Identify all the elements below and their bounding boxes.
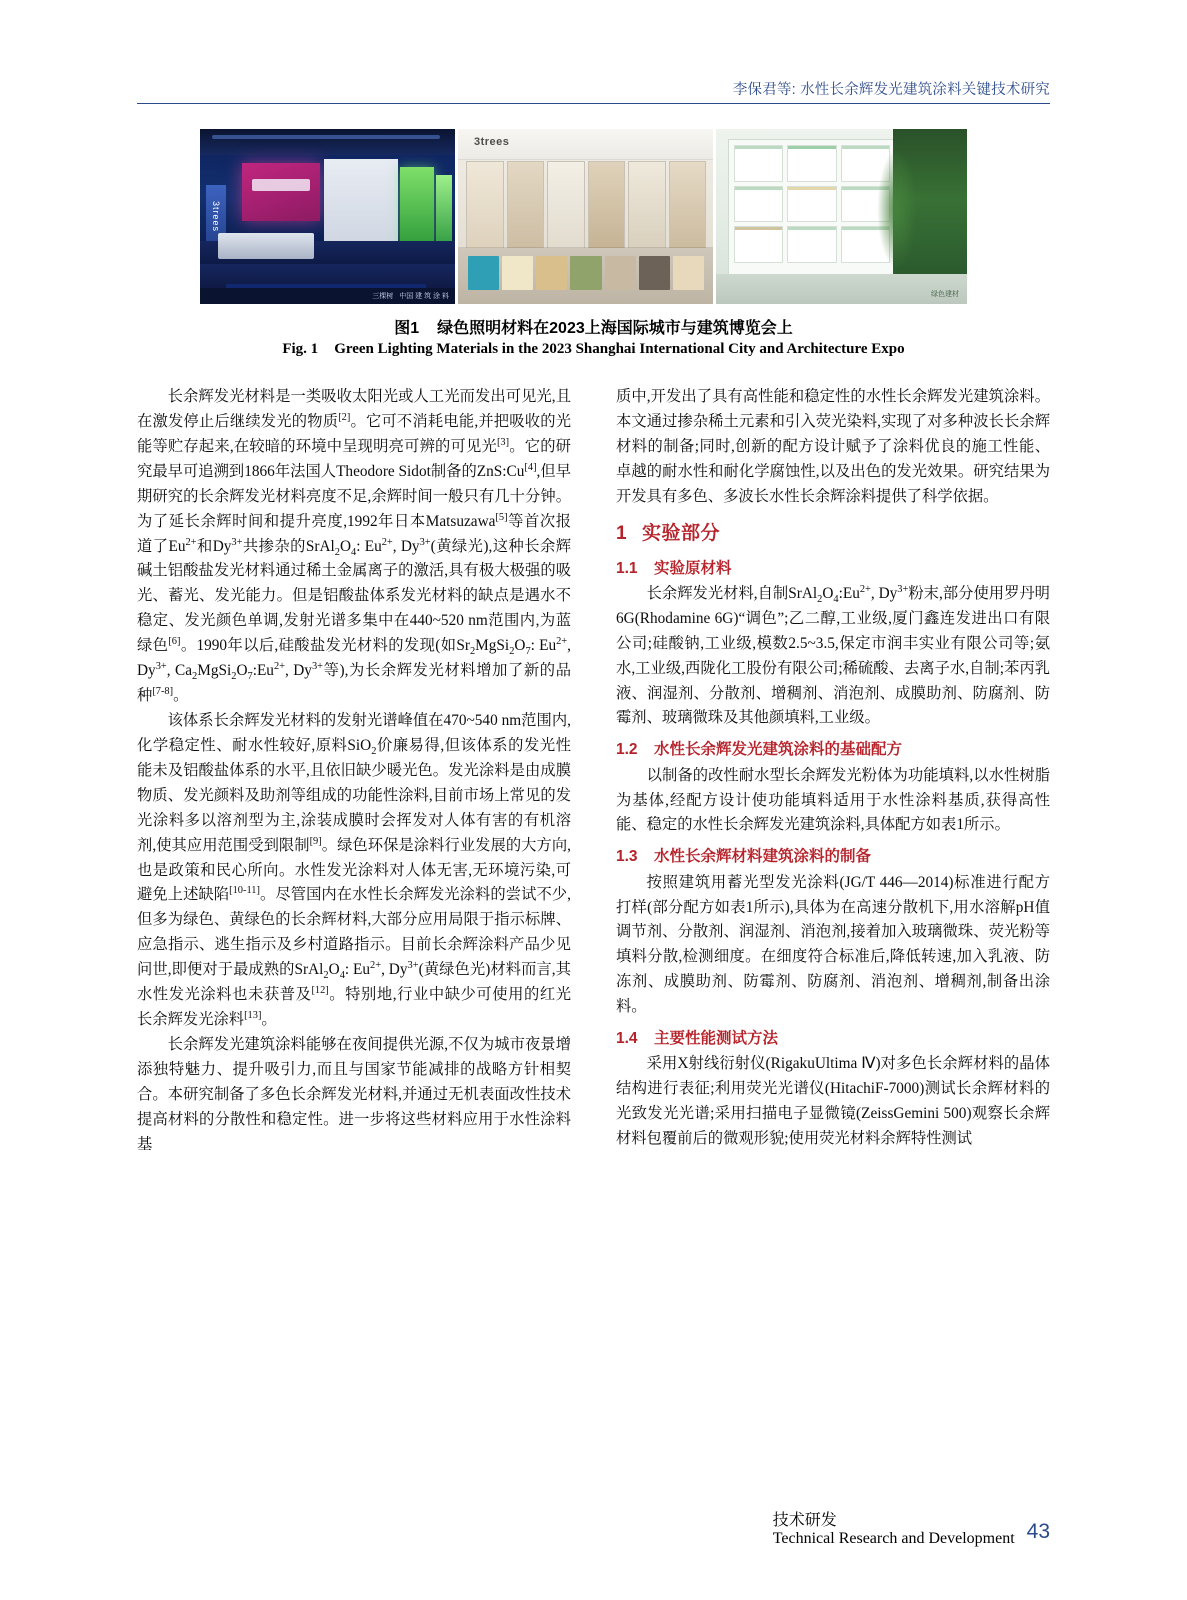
page-number: 43: [1026, 1520, 1050, 1543]
footer-column-title: [773, 1507, 1015, 1548]
section-1-4-number: 1.4: [616, 1030, 638, 1048]
running-header: 李保君等: 水性长余辉发光建筑涂料关键技术研究: [732, 82, 1050, 98]
booth-ceiling: [200, 129, 455, 155]
figure-caption-english: [137, 341, 1050, 358]
door-sample: [669, 161, 707, 249]
paragraph-intro-2: 该体系长余辉发光材料的发射光谱峰值在470~540 nm范围内,化学稳定性、耐水性较好,原料SiO$_2$价廉易得,但该体系的发光性能未及铝酸盐体系的水平,且依旧缺少暖光色。发光涂料是由成膜物质、发光颜料及助剂等组成的功能性涂料,目前市场上常见的发光涂料多以溶剂型为主,涂装成膜时会挥发对人体有害的有机溶剂,使其应用范围受到限制[9]。绿色环保是涂料行业发展的大方向,也是政策和民心所向。水性发光涂料对人体无害,无环境污染,可避免上述缺陷[10-11]。尽管国内在水性长余辉发光涂料的尝试不少,但多为绿色、黄绿色的长余辉材料,大部分应用局限于指示标牌、应急指示、逃生指示及乡村道路指示。目前长余辉涂料产品少见问世,即便对于最成熟的$SrAl_2O_4$: $Eu^{2+}$, $Dy^{3+}$(黄绿色光)材料而言,其水性发光涂料也未获普及[12]。特别地,行业中缺少可使用的红光长余辉发光涂料[13]。: [137, 711, 571, 1029]
color-swatch: [605, 256, 636, 290]
section-heading-1-3: [616, 844, 1050, 869]
figure-caption-en-label: Fig. 1: [282, 341, 319, 357]
poster: [734, 145, 783, 182]
color-swatch: [570, 256, 601, 290]
section-heading-1-2: [616, 737, 1050, 762]
booth-logo: 3trees: [206, 185, 226, 249]
booth-counter: [218, 233, 314, 259]
section-1-2-title: 水性长余辉发光建筑涂料的基础配方: [654, 741, 903, 759]
paragraph-1-1-body: 长余辉发光材料,自制$SrAl_2O_4:Eu^{2+}$, $Dy^{3+}$粉末,部分使用罗丹明6G(Rhodamine 6G)“调色”;乙二醇,工业级,厦门鑫连发进出口有限公司;硅酸钠,工业级,模数2.5~3.5,保定市润丰实业有限公司等;氨水,工业级,西陇化工股份有限公司;稀硫酸、去离子水,自制;苯丙乳液、润湿剂、分散剂、增稠剂、消泡剂、成膜助剂、防腐剂、防霉剂、玻璃微珠及其他颜填料,工业级。: [616, 583, 1050, 727]
booth-green-glow-panel: [400, 167, 434, 247]
section-1-1-title: 实验原材料: [654, 559, 732, 577]
poster-wall-label: 绿色建材: [931, 291, 959, 298]
booth-green-glow-panel-2: [436, 175, 452, 241]
figure-caption-cn-text: 绿色照明材料在2023上海国际城市与建筑博览会上: [437, 320, 793, 337]
door-sample: [628, 161, 666, 249]
door-sample: [466, 161, 504, 249]
figure-1-images: [200, 129, 970, 304]
booth-subtitle-text: 中国 建 筑 涂 料: [399, 293, 449, 300]
section-1-1-number: 1.1: [616, 559, 638, 577]
section-1-4-title: 主要性能测试方法: [654, 1030, 779, 1048]
figure-panel-poster-wall: [716, 129, 967, 304]
paragraph-1-2-body: 以制备的改性耐水型长余辉发光粉体为功能填料,以水性树脂为基体,经配方设计使功能填料适用于水性涂料基质,获得高性能、稳定的水性长余辉发光建筑涂料,具体配方如表1所示。: [616, 766, 1050, 834]
figure-caption-cn-label: 图1: [394, 320, 420, 337]
section-1-number: 1: [616, 522, 628, 544]
poster: [734, 226, 783, 263]
color-swatch: [673, 256, 704, 290]
section-heading-1-1: [616, 556, 1050, 581]
door-sample: [547, 161, 585, 249]
booth-white-wall: [324, 159, 398, 245]
color-swatch: [502, 256, 533, 290]
booth-bottom-caption-bar: [200, 288, 455, 304]
figure-caption-en-text: Green Lighting Materials in the 2023 Shanghai International City and Architecture Expo: [334, 341, 905, 357]
figure-caption-chinese: [137, 315, 1050, 338]
color-swatch: [468, 256, 499, 290]
booth-magenta-display: [242, 163, 320, 221]
paragraph-1-3-body: 按照建筑用蓄光型发光涂料(JG/T 446—2014)标准进行配方打样(部分配方如表1所示),具体为在高速分散机下,用水溶解pH值调节剂、分散剂、润湿剂、消泡剂,接着加入玻璃微珠、荧光粉等填料分散,检测细度。在细度符合标准后,降低转速,加入乳液、防冻剂、成膜助剂、防霉剂、防腐剂、消泡剂、增稠剂,制备出涂料。: [616, 873, 1050, 1016]
booth-light-bar: [212, 135, 440, 139]
figure-panel-door-showroom: [458, 129, 713, 304]
poster: [787, 145, 836, 182]
showroom-color-swatches: [468, 256, 704, 290]
paragraph-1-4-body: 采用X射线衍射仪(RigakuUltima Ⅳ)对多色长余辉材料的晶体结构进行表征;利用荧光光谱仪(HitachiF-7000)测试长余辉材料的光致发光光谱;采用扫描电子显微镜(ZeissGemini 500)观察长余辉材料包覆前后的微观形貌;使用荧光材料余辉特性测试: [616, 1055, 1050, 1148]
left-column: [137, 385, 571, 1475]
page-footer: [773, 1507, 1050, 1548]
paragraph-intro-3: 长余辉发光建筑涂料能够在夜间提供光源,不仅为城市夜景增添独特魅力、提升吸引力,而且与国家节能减排的战略方针相契合。本研究制备了多色长余辉发光材料,并通过无机表面改性技术提高材料的分散性和稳定性。进一步将这些材料应用于水性涂料基: [137, 1035, 571, 1153]
booth-brand-text: 三棵树: [372, 293, 394, 300]
figure-panel-exhibition-booth: [200, 129, 455, 304]
section-heading-1: [616, 519, 1050, 550]
poster: [787, 226, 836, 263]
paragraph-intro-4: 质中,开发出了具有高性能和稳定性的水性长余辉发光建筑涂料。本文通过掺杂稀土元素和引入荧光染料,实现了对多种波长长余辉材料的制备;同时,创新的配方设计赋予了涂料优良的施工性能、卓越的耐水性和耐化学腐蚀性,以及出色的发光效果。研究结果为开发具有多色、多波长水性长余辉涂料提供了科学依据。: [616, 388, 1050, 505]
poster-grid: [734, 145, 890, 263]
section-1-3-title: 水性长余辉材料建筑涂料的制备: [654, 848, 872, 866]
section-1-3-number: 1.3: [616, 848, 638, 866]
poster: [787, 186, 836, 223]
showroom-brand-logo: 3trees: [474, 136, 510, 148]
header-divider: [137, 103, 1050, 104]
color-swatch: [639, 256, 670, 290]
showroom-door-samples: [466, 161, 706, 249]
paragraph-intro-1: 长余辉发光材料是一类吸收太阳光或人工光而发出可见光,且在激发停止后继续发光的物质[2]。它可不消耗电能,并把吸收的光能等贮存起来,在较暗的环境中呈现明亮可辨的可见光[3]。它的研究最早可追溯到1866年法国人Theodore Sidot制备的ZnS:Cu[4],但早期研究的长余辉发光材料亮度不足,余辉时间一般只有几十分钟。为了延长余辉时间和提升亮度,1992年日本Matsuzawa[5]等首次报道了$Eu^{2+}$和$Dy^{3+}$共掺杂的$SrAl_2O_4$: $Eu^{2+}$, $Dy^{3+}$(黄绿光),这种长余辉碱土铝酸盐发光材料通过稀土金属离子的激活,具有极大极强的吸光、蓄光、发光能力。但是铝酸盐体系发光材料的缺点是遇水不稳定、发光颜色单调,发射光谱多集中在440~520 nm范围内,为蓝绿色[6]。1990年以后,硅酸盐发光材料的发现(如$Sr_2MgSi_2O_7$: $Eu^{2+}$, $Dy^{3+}$, $Ca_2MgSi_2O_7:Eu^{2+}$, $Dy^{3+}$等),为长余辉发光材料增加了新的品种[7-8]。: [137, 388, 572, 705]
section-heading-1-4: [616, 1026, 1050, 1051]
poster-room-floor: [716, 274, 967, 304]
section-1-2-number: 1.2: [616, 741, 638, 759]
right-column: [616, 385, 1050, 1475]
door-sample: [588, 161, 626, 249]
section-1-title: 实验部分: [642, 522, 721, 544]
body-columns: [137, 385, 1050, 1475]
footer-title-en: Technical Research and Development: [772, 1530, 1015, 1547]
door-sample: [507, 161, 545, 249]
color-swatch: [536, 256, 567, 290]
poster: [734, 186, 783, 223]
footer-title-cn: 技术研发: [772, 1512, 837, 1529]
